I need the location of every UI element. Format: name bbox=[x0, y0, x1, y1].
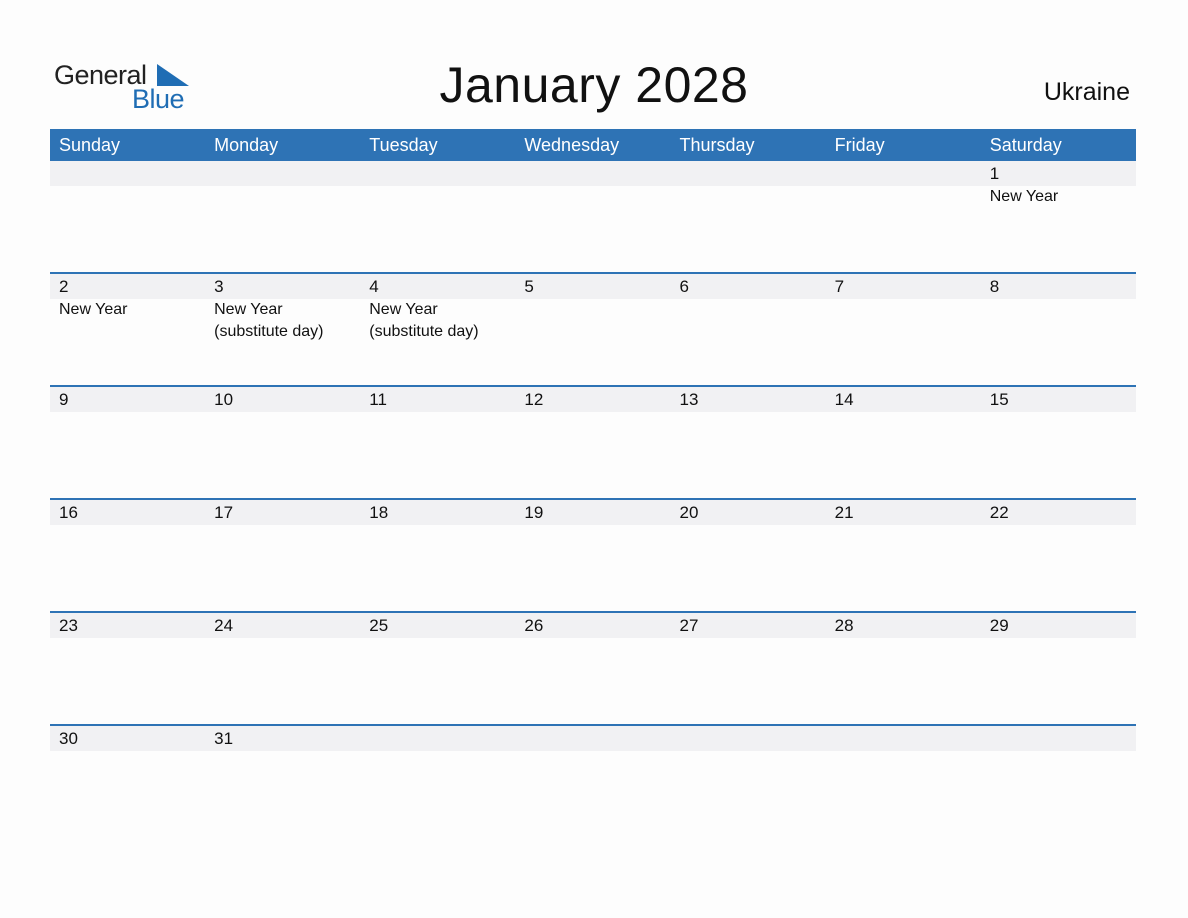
day-cell bbox=[50, 613, 205, 722]
holiday-label: New Year bbox=[989, 188, 1059, 205]
day-cell bbox=[826, 500, 981, 609]
day-cell bbox=[50, 161, 205, 270]
day-cell bbox=[515, 613, 670, 722]
day-cell bbox=[515, 274, 670, 383]
day-number bbox=[680, 726, 826, 751]
day-cell bbox=[981, 500, 1136, 609]
day-number bbox=[369, 161, 515, 186]
day-number: 20 bbox=[679, 503, 699, 522]
day-number bbox=[524, 726, 670, 751]
weekday-sunday: Sunday bbox=[59, 135, 121, 155]
day-number: 15 bbox=[989, 390, 1009, 409]
day-cell bbox=[671, 500, 826, 609]
day-number bbox=[680, 161, 826, 186]
day-number: 9 bbox=[59, 390, 69, 409]
day-cell bbox=[515, 500, 670, 609]
day-cell bbox=[205, 161, 360, 270]
day-cell bbox=[515, 387, 670, 496]
week-days bbox=[50, 500, 1136, 609]
day-cell bbox=[981, 387, 1136, 496]
calendar-grid bbox=[50, 129, 1136, 837]
day-cell bbox=[360, 500, 515, 609]
weekday-monday: Monday bbox=[214, 135, 279, 155]
day-number bbox=[59, 161, 205, 186]
logo-general-text: General bbox=[54, 60, 147, 90]
day-number: 31 bbox=[214, 729, 234, 748]
day-cell bbox=[826, 274, 981, 383]
day-number: 29 bbox=[989, 616, 1009, 635]
day-number: 13 bbox=[679, 390, 699, 409]
week-days bbox=[50, 387, 1136, 496]
day-number bbox=[369, 726, 515, 751]
day-cell bbox=[50, 726, 205, 835]
day-number: 30 bbox=[59, 729, 78, 748]
day-cell bbox=[981, 726, 1136, 835]
day-cell bbox=[671, 161, 826, 270]
day-cell bbox=[671, 726, 826, 835]
day-number: 26 bbox=[524, 616, 544, 635]
day-cell bbox=[205, 387, 360, 496]
week-days bbox=[50, 161, 1136, 270]
day-cell bbox=[205, 500, 360, 609]
day-number bbox=[524, 161, 670, 186]
weekday-wednesday: Wednesday bbox=[524, 135, 620, 155]
day-cell bbox=[50, 274, 205, 383]
day-number bbox=[835, 726, 981, 751]
logo-blue-text: Blue bbox=[132, 84, 185, 114]
day-number: 21 bbox=[834, 503, 854, 522]
day-cell bbox=[360, 726, 515, 835]
day-number: 14 bbox=[834, 390, 854, 409]
day-number: 22 bbox=[989, 503, 1009, 522]
weeks-container bbox=[50, 161, 1136, 837]
weekday-saturday: Saturday bbox=[989, 135, 1062, 155]
holiday-label: New Year bbox=[369, 301, 438, 318]
day-number: 7 bbox=[834, 277, 845, 296]
day-number bbox=[835, 161, 981, 186]
day-cell bbox=[826, 161, 981, 270]
day-number: 1 bbox=[989, 164, 1000, 183]
day-number: 19 bbox=[524, 503, 544, 522]
weekday-tuesday: Tuesday bbox=[369, 135, 438, 155]
day-number: 27 bbox=[679, 616, 699, 635]
day-number: 28 bbox=[834, 616, 854, 635]
day-number: 8 bbox=[989, 277, 1000, 296]
week-days bbox=[50, 613, 1136, 722]
calendar-title: January 2028 bbox=[439, 57, 749, 113]
weekday-thursday: Thursday bbox=[679, 135, 755, 155]
day-cell bbox=[50, 500, 205, 609]
day-number: 11 bbox=[369, 390, 387, 409]
day-number: 18 bbox=[369, 503, 389, 522]
day-cell bbox=[826, 387, 981, 496]
day-number: 4 bbox=[369, 277, 379, 296]
day-cell bbox=[360, 613, 515, 722]
week-row bbox=[50, 272, 1136, 385]
day-cell bbox=[981, 161, 1136, 270]
day-cell bbox=[671, 387, 826, 496]
day-number: 23 bbox=[59, 616, 78, 635]
holiday-label: (substitute day) bbox=[214, 323, 324, 340]
week-row bbox=[50, 724, 1136, 837]
weekday-friday: Friday bbox=[834, 135, 885, 155]
day-cell bbox=[360, 274, 515, 383]
day-cell bbox=[360, 387, 515, 496]
week-row bbox=[50, 611, 1136, 724]
holiday-label: New Year bbox=[214, 301, 283, 318]
day-cell bbox=[981, 613, 1136, 722]
day-cell bbox=[205, 726, 360, 835]
day-cell bbox=[826, 613, 981, 722]
week-row bbox=[50, 498, 1136, 611]
day-number: 16 bbox=[59, 503, 78, 522]
weekday-header bbox=[50, 129, 1136, 161]
day-number bbox=[990, 726, 1136, 751]
day-number: 12 bbox=[524, 390, 544, 409]
day-cell bbox=[515, 161, 670, 270]
day-cell bbox=[671, 274, 826, 383]
day-cell bbox=[671, 613, 826, 722]
day-cell bbox=[205, 613, 360, 722]
day-cell bbox=[205, 274, 360, 383]
day-number: 2 bbox=[59, 277, 69, 296]
day-cell bbox=[826, 726, 981, 835]
week-row bbox=[50, 385, 1136, 498]
country-label: Ukraine bbox=[1043, 78, 1130, 106]
day-cell bbox=[50, 387, 205, 496]
day-cell bbox=[981, 274, 1136, 383]
day-number: 3 bbox=[214, 277, 224, 296]
day-number: 24 bbox=[214, 616, 234, 635]
holiday-label: (substitute day) bbox=[369, 323, 479, 340]
day-number bbox=[214, 161, 360, 186]
week-row bbox=[50, 161, 1136, 272]
day-number: 10 bbox=[214, 390, 234, 409]
day-cell bbox=[515, 726, 670, 835]
week-days bbox=[50, 726, 1136, 835]
holiday-label: New Year bbox=[59, 301, 128, 318]
day-number: 5 bbox=[524, 277, 534, 296]
week-days bbox=[50, 274, 1136, 383]
day-number: 25 bbox=[369, 616, 389, 635]
day-number: 17 bbox=[214, 503, 234, 522]
day-number: 6 bbox=[679, 277, 689, 296]
day-cell bbox=[360, 161, 515, 270]
